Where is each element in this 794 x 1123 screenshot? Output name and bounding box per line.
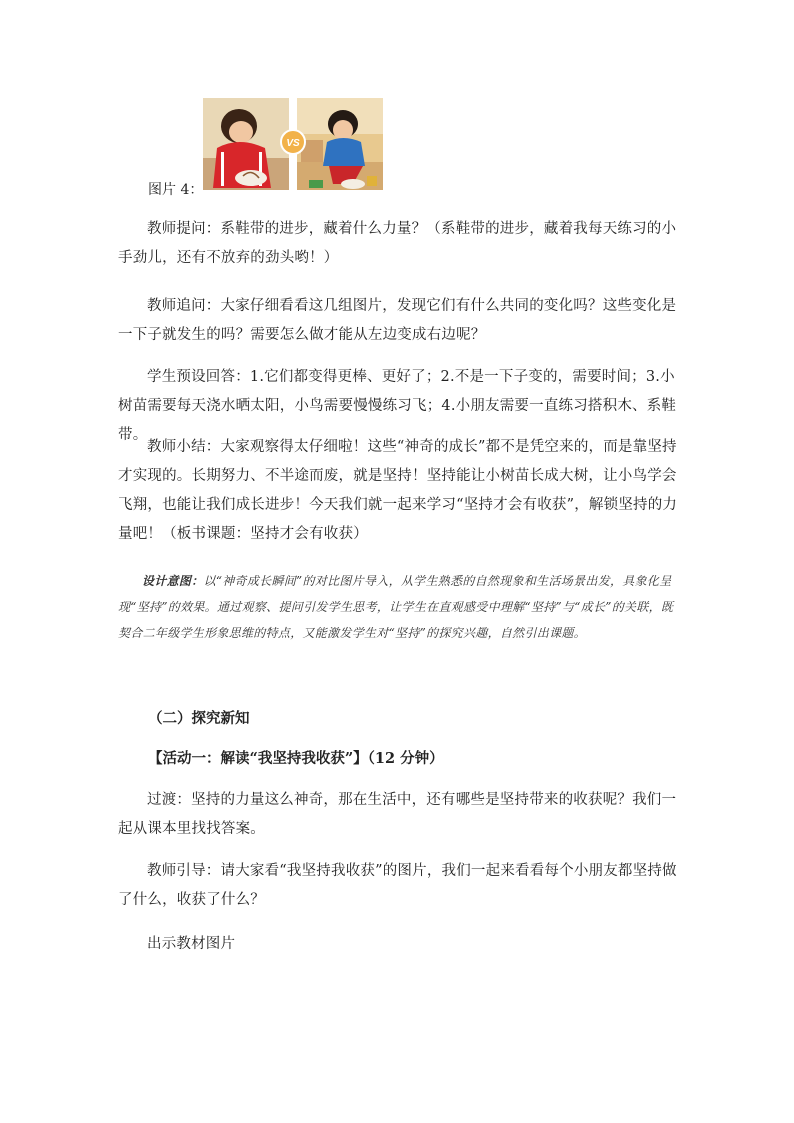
design-intent-text: 以“神奇成长瞬间”的对比图片导入，从学生熟悉的自然现象和生活场景出发，具象化呈现“坚持”的效果。通过观察、提问引发学生思考，让学生在直观感受中理解“坚持”与“成长”的关联，既契合二年级学生形象思维的特点，又能激发学生对“坚持”的探究兴趣，自然引出课题。 [118,574,674,640]
paragraph-teacher-question: 教师提问：系鞋带的进步，藏着什么力量？（系鞋带的进步，藏着我每天练习的小手劲儿，还有不放弃的劲头哟！） [118,221,677,266]
activity-heading: 【活动一：解读“我坚持我收获”】（12 分钟） [148,750,444,767]
vs-badge: VS [286,138,300,149]
image-caption: 图片 4： [148,182,204,198]
paragraph-student-answers: 学生预设回答：1.它们都变得更棒、更好了；2.不是一下子变的，需要时间；3.小树苗需要每天浇水晒太阳，小鸟需要慢慢练习飞；4.小朋友需要一直练习搭积木、系鞋带。 [118,369,677,443]
section-heading: （二）探究新知 [148,710,250,727]
paragraph-show-textbook-image: 出示教材图片 [147,936,236,952]
paragraph-teacher-guidance: 教师引导：请大家看“我坚持我收获”的图片，我们一起来看看每个小朋友都坚持做了什么，收获了什么？ [118,863,677,908]
paragraph-teacher-follow-up: 教师追问：大家仔细看看这几组图片，发现它们有什么共同的变化吗？这些变化是一下子就发生的吗？需要怎么做才能从左边变成右边呢？ [118,298,677,343]
shoelace-comparison-image [203,96,383,192]
design-intent [118,568,684,646]
paragraph-teacher-summary: 教师小结：大家观察得太仔细啦！这些“神奇的成长”都不是凭空来的，而是靠坚持才实现的。长期努力、不半途而废，就是坚持！坚持能让小树苗长成大树，让小鸟学会飞翔，也能让我们成长进步！今天我们就一起来学习“坚持才会有收获”，解锁坚持的力量吧！（板书课题：坚持才会有收获） [118,439,678,542]
paragraph-transition: 过渡：坚持的力量这么神奇，那在生活中，还有哪些是坚持带来的收获呢？我们一起从课本里找找答案。 [118,792,677,837]
design-intent-label: 设计意图： [142,574,204,588]
